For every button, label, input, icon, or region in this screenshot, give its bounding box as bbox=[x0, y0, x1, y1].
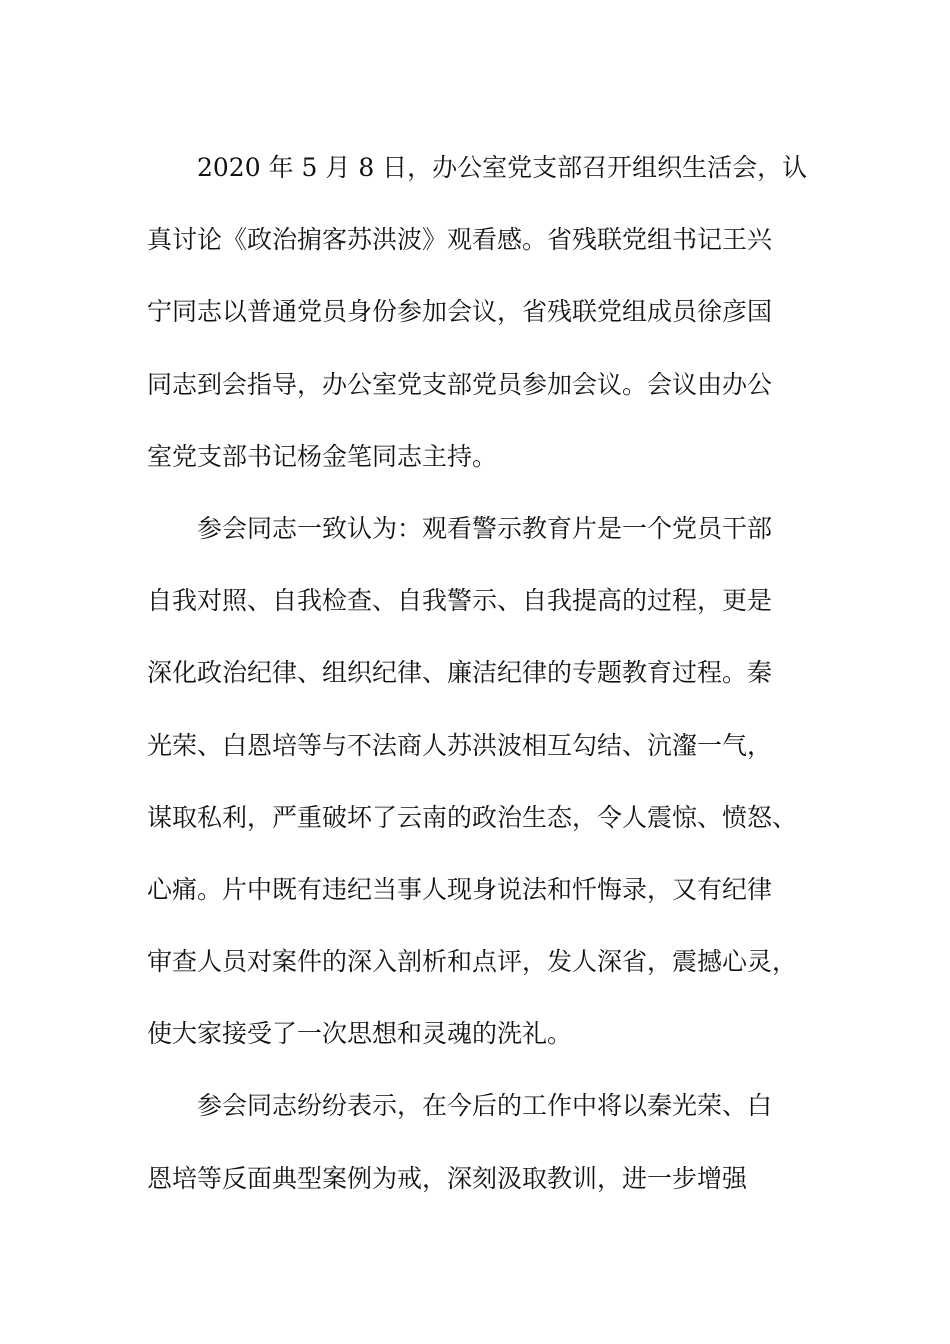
paragraph-line: 2020 年 5 月 8 日，办公室党支部召开组织生活会，认 bbox=[197, 153, 808, 182]
paragraph-line: 深化政治纪律、组织纪律、廉洁纪律的专题教育过程。秦 bbox=[147, 658, 773, 688]
paragraph-line: 同志到会指导，办公室党支部党员参加会议。会议由办公 bbox=[147, 369, 773, 399]
paragraph-line: 使大家接受了一次思想和灵魂的洗礼。 bbox=[147, 1019, 573, 1049]
paragraph-line: 恩培等反面典型案例为戒，深刻汲取教训，进一步增强 bbox=[147, 1163, 748, 1193]
paragraph-line: 谋取私利，严重破坏了云南的政治生态，令人震惊、愤怒、 bbox=[147, 802, 798, 832]
paragraph-line: 审查人员对案件的深入剖析和点评，发人深省，震撼心灵， bbox=[147, 947, 798, 977]
paragraph-meeting-intro bbox=[147, 132, 807, 493]
paragraph-consensus bbox=[147, 493, 807, 1071]
document-body bbox=[147, 132, 807, 1215]
paragraph-line: 宁同志以普通党员身份参加会议，省残联党组成员徐彦国 bbox=[147, 297, 773, 327]
paragraph-commitment bbox=[147, 1070, 807, 1214]
paragraph-line: 心痛。片中既有违纪当事人现身说法和忏悔录，又有纪律 bbox=[147, 874, 773, 904]
paragraph-line: 真讨论《政治掮客苏洪波》观看感。省残联党组书记王兴 bbox=[147, 225, 773, 255]
paragraph-line: 参会同志纷纷表示，在今后的工作中将以秦光荣、白 bbox=[197, 1091, 773, 1121]
paragraph-line: 室党支部书记杨金笔同志主持。 bbox=[147, 441, 498, 471]
paragraph-line: 光荣、白恩培等与不法商人苏洪波相互勾结、沆瀣一气， bbox=[147, 730, 773, 760]
paragraph-line: 参会同志一致认为：观看警示教育片是一个党员干部 bbox=[197, 513, 773, 543]
paragraph-line: 自我对照、自我检查、自我警示、自我提高的过程，更是 bbox=[147, 586, 773, 616]
